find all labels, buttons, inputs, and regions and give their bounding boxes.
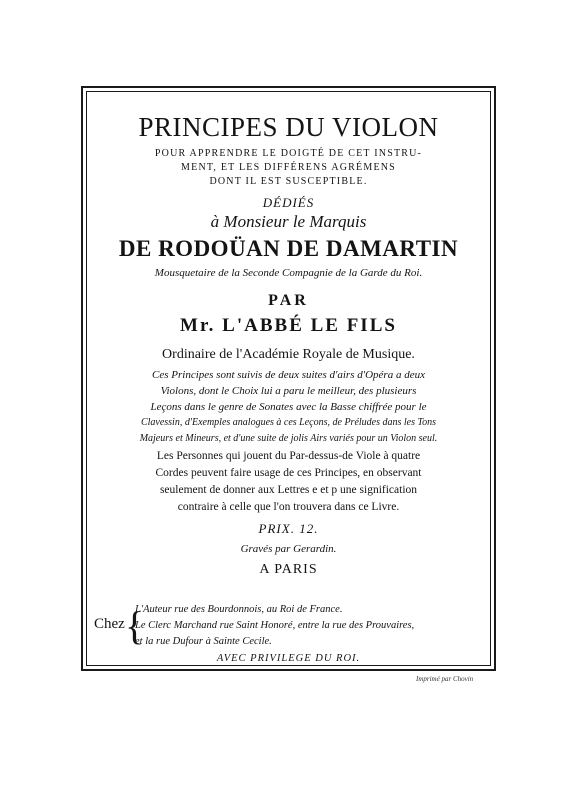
dedies-label: DÉDIÉS: [262, 195, 315, 210]
seller-line-1: L'Auteur rue des Bourdonnois, au Roi de France.: [135, 604, 343, 615]
italic-para-line-5: Majeurs et Mineurs, et d'une suite de jolis Airs variés pour un Violon seul.: [139, 433, 438, 444]
dedicatee-title: Mousquetaire de la Seconde Compagnie de la Garde du Roi.: [154, 267, 423, 279]
city: A PARIS: [259, 562, 318, 577]
par-label: PAR: [268, 292, 309, 309]
sellers-block: [92, 604, 485, 650]
brace: {: [125, 603, 145, 648]
chez-label: Chez: [94, 616, 125, 632]
subtitle-line-1: POUR APPRENDRE LE DOIGTÉ DE CET INSTRU-: [154, 148, 423, 159]
seller-line-3: et la rue Dufour à Sainte Cecile.: [135, 636, 272, 647]
title-page: [92, 96, 485, 664]
roman-para-line-1: Les Personnes qui jouent du Par-dessus-de Viole à quatre: [156, 450, 421, 462]
italic-para-line-2: Violons, dont le Choix lui a paru le meilleur, des plusieurs: [160, 385, 417, 397]
italic-para-line-1: Ces Principes sont suivis de deux suites d'airs d'Opéra a deux: [152, 369, 425, 381]
roman-para-line-2: Cordes peuvent faire usage de ces Principes, en observant: [155, 467, 422, 479]
dedicatee-name: DE RODOÜAN DE DAMARTIN: [118, 236, 459, 261]
italic-para-line-3: Leçons dans le genre de Sonates avec la Basse chiffrée pour le: [150, 401, 427, 413]
author-name: Mr. L'ABBÉ LE FILS: [180, 315, 397, 336]
subtitle-line-3: DONT IL EST SUSCEPTIBLE.: [209, 176, 368, 187]
price: PRIX. 12.: [258, 521, 319, 536]
dedication-monsieur: à Monsieur le Marquis: [210, 212, 367, 231]
work-title: PRINCIPES DU VIOLON: [138, 112, 439, 142]
engraver: Gravés par Gerardin.: [240, 543, 337, 555]
roman-para-line-3: seulement de donner aux Lettres e et p une signification: [159, 484, 418, 496]
italic-para-line-4: Clavessin, d'Exemples analogues à ces Leçons, de Préludes dans les Tons: [140, 417, 437, 428]
privilege: AVEC PRIVILEGE DU ROI.: [216, 653, 361, 664]
subtitle-line-2: MENT, ET LES DIFFÉRENS AGRÉMENS: [181, 162, 396, 173]
author-title: Ordinaire de l'Académie Royale de Musique.: [162, 347, 415, 362]
roman-para-line-4: contraire à celle que l'on trouvera dans ce Livre.: [177, 501, 400, 513]
imprint: Imprimé par Chovin: [416, 675, 474, 683]
seller-line-2: Le Clerc Marchand rue Saint Honoré, entre la rue des Prouvaires,: [135, 620, 415, 631]
